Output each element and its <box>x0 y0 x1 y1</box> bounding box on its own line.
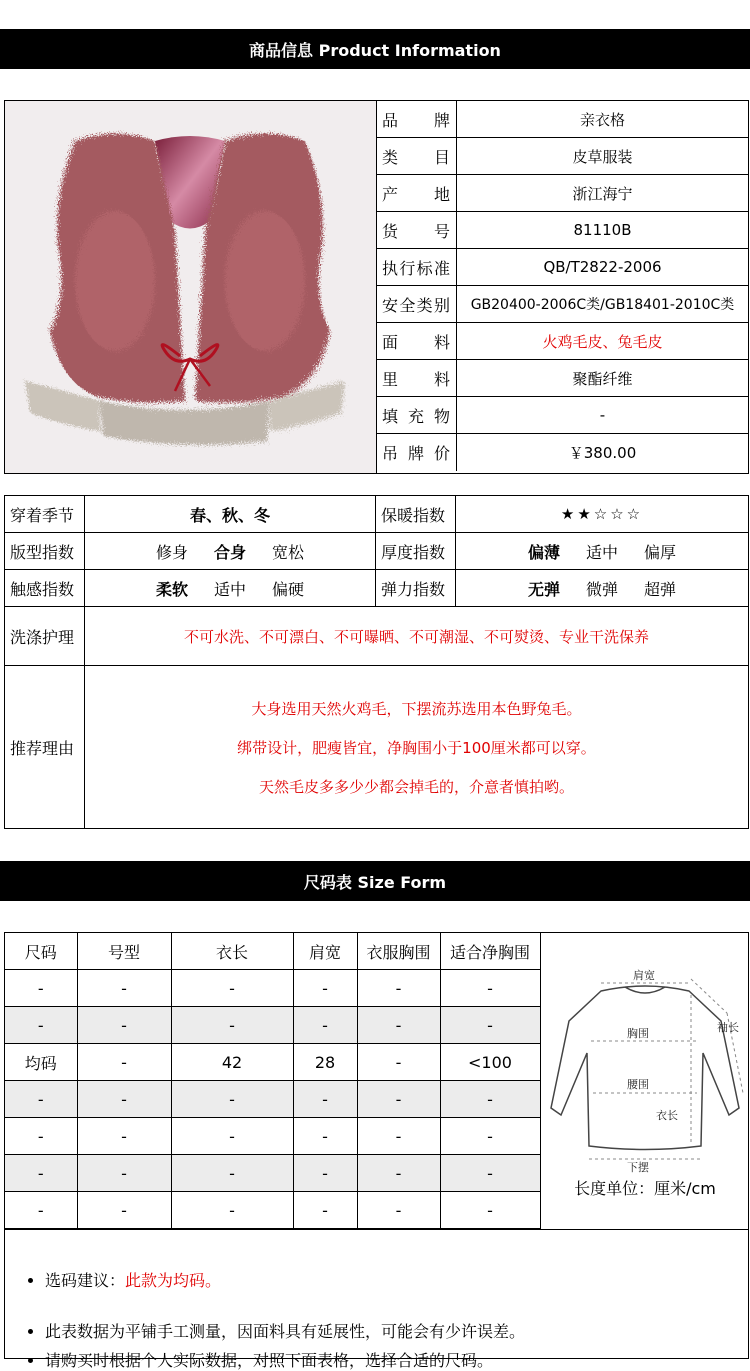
spec-key: 安全类别 <box>382 295 450 315</box>
reason-item: 天然毛皮多多少少都会掉毛的，介意者慎拍哟。 <box>258 777 574 796</box>
size-header: 适合净胸围 <box>440 933 540 970</box>
attr-row-reason <box>5 666 748 828</box>
fit-option: 宽松 <box>272 542 305 562</box>
thickness-option: 偏厚 <box>644 542 677 562</box>
season-value: 春、秋、冬 <box>85 496 376 532</box>
size-cell: - <box>171 1192 293 1229</box>
size-cell: <100 <box>440 1044 540 1081</box>
size-cell: - <box>171 1118 293 1155</box>
warmth-stars: ★★☆☆☆ <box>560 505 644 523</box>
reason-item: 绑带设计，肥瘦皆宜，净胸围小于100厘米都可以穿。 <box>237 738 596 757</box>
thickness-option: 适中 <box>585 542 618 562</box>
note-item <box>45 1268 748 1291</box>
spec-value: 浙江海宁 <box>572 184 633 203</box>
spec-value: 火鸡毛皮、兔毛皮 <box>542 332 663 351</box>
size-cell: - <box>171 970 293 1007</box>
size-cell: - <box>5 1192 77 1229</box>
size-cell: - <box>357 1044 440 1081</box>
fit-option-selected: 合身 <box>213 542 246 562</box>
fur-vest-image <box>5 101 376 473</box>
attr-row-season <box>5 496 748 533</box>
thickness-option-selected: 偏薄 <box>527 542 560 562</box>
size-cell: - <box>357 970 440 1007</box>
size-cell: - <box>440 1118 540 1155</box>
elastic-option-selected: 无弹 <box>527 579 560 599</box>
size-cell: - <box>440 1007 540 1044</box>
size-cell: - <box>77 1118 171 1155</box>
spec-value: 聚酯纤维 <box>572 369 633 388</box>
garment-diagram <box>541 933 749 1173</box>
size-cell: - <box>5 1081 77 1118</box>
elastic-option: 微弹 <box>585 579 618 599</box>
notes-list <box>5 1268 748 1371</box>
product-info-banner <box>0 29 750 69</box>
table-row <box>5 1081 540 1118</box>
size-form <box>4 932 749 1230</box>
size-header: 尺码 <box>5 933 77 970</box>
size-form-banner <box>0 861 750 901</box>
season-label: 穿着季节 <box>5 496 85 532</box>
attr-row-touch <box>5 570 748 607</box>
spec-key: 里料 <box>382 369 450 389</box>
note-item: • 请购买时根据个人实际数据，对照下面表格，选择合适的尺码。 <box>45 1348 748 1371</box>
attributes-table <box>4 495 749 829</box>
size-cell: - <box>293 1118 357 1155</box>
touch-options <box>85 570 376 606</box>
spec-row-origin <box>377 175 748 212</box>
elastic-option: 超弹 <box>644 579 677 599</box>
size-cell: - <box>440 1155 540 1192</box>
note-value: 此款为均码。 <box>125 1271 222 1290</box>
spec-key: 面料 <box>382 332 450 352</box>
table-row <box>5 1044 540 1081</box>
size-header: 衣服胸围 <box>357 933 440 970</box>
size-header: 衣长 <box>171 933 293 970</box>
product-info-title: 商品信息 Product Information <box>249 40 501 60</box>
size-cell: - <box>77 1081 171 1118</box>
size-cell: - <box>357 1192 440 1229</box>
size-table-header <box>5 933 540 970</box>
table-row <box>5 1155 540 1192</box>
product-photo <box>5 101 377 473</box>
measurement-diagram <box>540 933 749 1229</box>
table-row <box>5 1192 540 1229</box>
size-cell: - <box>357 1007 440 1044</box>
spec-value: - <box>599 406 606 424</box>
spec-row-filling <box>377 397 748 434</box>
size-cell: - <box>293 1192 357 1229</box>
spec-key: 品牌 <box>382 110 450 130</box>
unit-label: 长度单位：厘米/cm <box>574 1179 716 1198</box>
spec-value: 亲衣格 <box>579 110 625 129</box>
size-cell: - <box>440 1192 540 1229</box>
spec-row-category <box>377 138 748 175</box>
size-cell: - <box>77 1044 171 1081</box>
sleeve-label: 袖长 <box>717 1021 739 1034</box>
note-item: • 此表数据为平铺手工测量，因面料具有延展性，可能会有少许误差。 <box>45 1319 748 1342</box>
size-cell: - <box>5 1007 77 1044</box>
size-cell: - <box>171 1081 293 1118</box>
fit-options <box>85 533 376 569</box>
touch-option-selected: 柔软 <box>155 579 188 599</box>
size-cell: - <box>293 1007 357 1044</box>
touch-option: 偏硬 <box>272 579 305 599</box>
size-header: 肩宽 <box>293 933 357 970</box>
size-cell: - <box>293 1155 357 1192</box>
size-cell: - <box>77 1155 171 1192</box>
spec-row-item-no <box>377 212 748 249</box>
spec-value: GB20400-2006C类/GB18401-2010C类 <box>470 297 735 313</box>
size-form-title: 尺码表 Size Form <box>303 872 447 892</box>
shoulder-label: 肩宽 <box>633 969 655 982</box>
size-cell: - <box>293 970 357 1007</box>
spec-key: 货号 <box>382 221 450 241</box>
table-row <box>5 1007 540 1044</box>
spec-key: 吊牌价 <box>382 444 450 463</box>
size-table <box>5 933 541 1229</box>
size-cell: - <box>171 1155 293 1192</box>
thickness-label: 厚度指数 <box>376 533 456 569</box>
spec-row-safety <box>377 286 748 323</box>
spec-row-price <box>377 434 748 471</box>
spec-value: QB/T2822-2006 <box>543 258 662 276</box>
size-cell: 28 <box>293 1044 357 1081</box>
elastic-options <box>456 570 748 606</box>
reason-list <box>85 666 748 828</box>
note-label: 选码建议： <box>45 1271 126 1290</box>
length-label: 衣长 <box>656 1109 678 1122</box>
fit-label: 版型指数 <box>5 533 85 569</box>
spec-row-lining <box>377 360 748 397</box>
size-cell: 42 <box>171 1044 293 1081</box>
fit-option: 修身 <box>155 542 188 562</box>
product-info-table <box>4 100 749 474</box>
table-row <box>5 970 540 1007</box>
spec-row-brand <box>377 101 748 138</box>
product-specs <box>377 101 748 471</box>
size-cell: - <box>5 1155 77 1192</box>
elastic-label: 弹力指数 <box>376 570 456 606</box>
spec-value: ￥380.00 <box>568 444 637 462</box>
spec-key: 类目 <box>382 147 450 167</box>
spec-row-standard <box>377 249 748 286</box>
size-notes <box>4 1228 749 1370</box>
spec-row-fabric <box>377 323 748 360</box>
table-row <box>5 1118 540 1155</box>
size-cell: - <box>171 1007 293 1044</box>
care-label: 洗涤护理 <box>5 607 85 665</box>
spec-key: 产地 <box>382 184 450 204</box>
attr-row-care <box>5 607 748 666</box>
size-cell: - <box>77 1007 171 1044</box>
waist-label: 腰围 <box>627 1078 649 1091</box>
spec-value: 81110B <box>573 221 632 239</box>
chest-label: 胸围 <box>627 1027 649 1040</box>
size-cell: - <box>440 1081 540 1118</box>
size-cell: - <box>440 970 540 1007</box>
size-cell: - <box>77 1192 171 1229</box>
reason-label: 推荐理由 <box>5 666 85 828</box>
touch-option: 适中 <box>213 579 246 599</box>
size-cell: - <box>357 1118 440 1155</box>
hem-label: 下摆 <box>627 1161 649 1173</box>
warmth-label: 保暖指数 <box>376 496 456 532</box>
touch-label: 触感指数 <box>5 570 85 606</box>
size-cell: - <box>357 1155 440 1192</box>
spec-key: 执行标准 <box>382 258 450 278</box>
reason-item: 大身选用天然火鸡毛，下摆流苏选用本色野兔毛。 <box>251 699 582 718</box>
size-cell: 均码 <box>5 1044 77 1081</box>
attr-row-fit <box>5 533 748 570</box>
size-cell: - <box>293 1081 357 1118</box>
care-value: 不可水洗、不可漂白、不可曝晒、不可潮湿、不可熨烫、专业干洗保养 <box>183 627 649 646</box>
size-header: 号型 <box>77 933 171 970</box>
thickness-options <box>456 533 748 569</box>
size-cell: - <box>357 1081 440 1118</box>
size-cell: - <box>5 1118 77 1155</box>
size-cell: - <box>5 970 77 1007</box>
spec-value: 皮草服装 <box>572 147 633 166</box>
size-cell: - <box>77 970 171 1007</box>
spec-key: 填充物 <box>382 406 450 426</box>
